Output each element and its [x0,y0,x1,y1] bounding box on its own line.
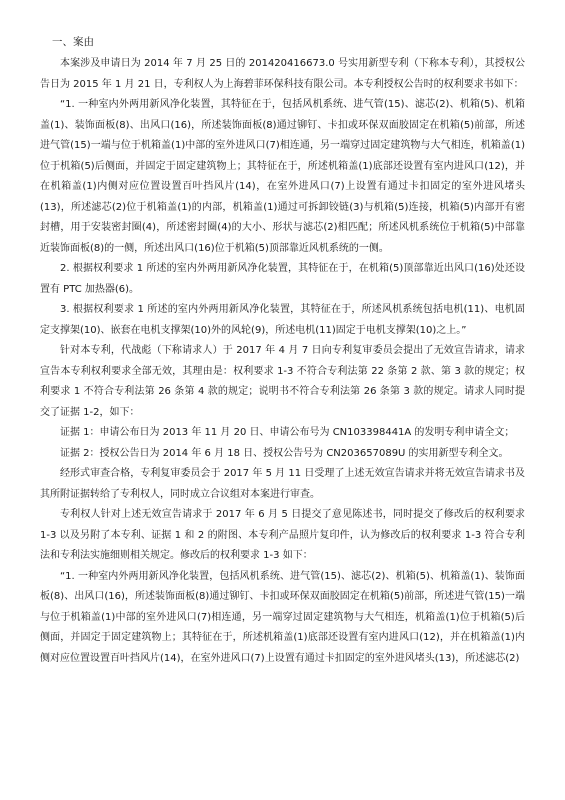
paragraph-case-intro: 本案涉及申请日为 2014 年 7 月 25 日的 201420416673.0 号实用新型专利（下称本专利），其授权公告日为 2015 年 1 月 21 日，专利权人为上海碧菲环保科技有限公司。本专利授权公告时的权利要求书如下： [40,58,525,90]
paragraph-claim-2: 2. 根据权利要求 1 所述的室内外两用新风净化装置，其特征在于，在机箱(5)顶部靠近出风口(16)处还设置有 PTC 加热器(6)。 [40,263,525,295]
paragraph-claim-3: 3. 根据权利要求 1 所述的室内外两用新风净化装置，其特征在于，所述风机系统包括电机(11)、电机固定支撑架(10)、嵌套在电机支撑架(10)外的风轮(9)，所述电机(11)固定于电机支撑架(10)之上。” [40,304,525,336]
paragraph-claim-1: “1. 一种室内外两用新风净化装置，其特征在于，包括风机系统、进气管(15)、滤芯(2)、机箱(5)、机箱盖(1)、装饰面板(8)、出风口(16)，所述装饰面板(8)通过铆钉、卡扣或环保双面胶固定在机箱(5)前部，所述进气管(15)一端与位于机箱盖(1)中部的室外进风口(7)相连通，另一端穿过固定建筑物与大气相连，机箱盖(1)位于机箱(5)后侧面，并固定于固定建筑物上；其特征在于，所述机箱盖(1)底部还设置有室内进风口(12)，并在机箱盖(1)内侧对应位置设置百叶挡风片(14)，在室外进风口(7)上设置有通过卡扣固定的室外进风堵头(13)，所述滤芯(2)位于机箱盖(1)的内部，机箱盖(1)通过可拆卸铰链(3)与机箱(5)连接，机箱(5)内部开有密封槽，用于安装密封圈(4)，所述密封圈(4)的大小、形状与滤芯(2)相匹配；所述风机系统位于机箱(5)中部靠近装饰面板(8)的一侧，所述出风口(16)位于机箱(5)顶部靠近风机系统的一侧。 [40,99,525,254]
section-heading: 一、案由 [52,36,94,48]
paragraph-patentee-response: 专利权人针对上述无效宣告请求于 2017 年 6 月 5 日提交了意见陈述书，同时提交了修改后的权利要求 1-3 以及另附了本专利、证据 1 和 2 的附图、本专利产品照片复印件，认为修改后的权利要求 1-3 符合专利法和专利法实施细则相关规定。修改后的权利要求 1-3 如下： [40,509,525,561]
paragraph-acceptance: 经形式审查合格，专利复审委员会于 2017 年 5 月 11 日受理了上述无效宣告请求并将无效宣告请求书及其所附证据转给了专利权人，同时成立合议组对本案进行审查。 [40,468,525,500]
paragraph-evidence-2: 证据 2：授权公告日为 2014 年 6 月 18 日、授权公告号为 CN203657089U 的实用新型专利全文。 [60,447,509,459]
paragraph-evidence-1: 证据 1：申请公布日为 2013 年 11 月 20 日、申请公布号为 CN103398441A 的发明专利申请全文； [60,427,515,438]
paragraph-request: 针对本专利，代战彪（下称请求人）于 2017 年 4 月 7 日向专利复审委员会提出了无效宣告请求，请求宣告本专利权利要求全部无效，其理由是：权利要求 1-3 不符合专利法第 22 条第 2 款、第 3 款的规定；权利要求 1 不符合专利法第 26 条第 4 款的规定；说明书不符合专利法第 26 条第 3 款的规定。请求人同时提交了证据 1-2，如下： [40,345,525,418]
paragraph-amended-claim-1: “1. 一种室内外两用新风净化装置，包括风机系统、进气管(15)、滤芯(2)、机箱(5)、机箱盖(1)、装饰面板(8)、出风口(16)，所述装饰面板(8)通过铆钉、卡扣或环保双面胶固定在机箱(5)前部，所述进气管(15)一端与位于机箱盖(1)中部的室外进风口(7)相连通，另一端穿过固定建筑物与大气相连，机箱盖(1)位于机箱(5)后侧面，并固定于固定建筑物上；其特征在于，所述机箱盖(1)底部还设置有室内进风口(12)，并在机箱盖(1)内侧对应位置设置百叶挡风片(14)，在室外进风口(7)上设置有通过卡扣固定的室外进风堵头(13)，所述滤芯(2) [40,570,525,664]
